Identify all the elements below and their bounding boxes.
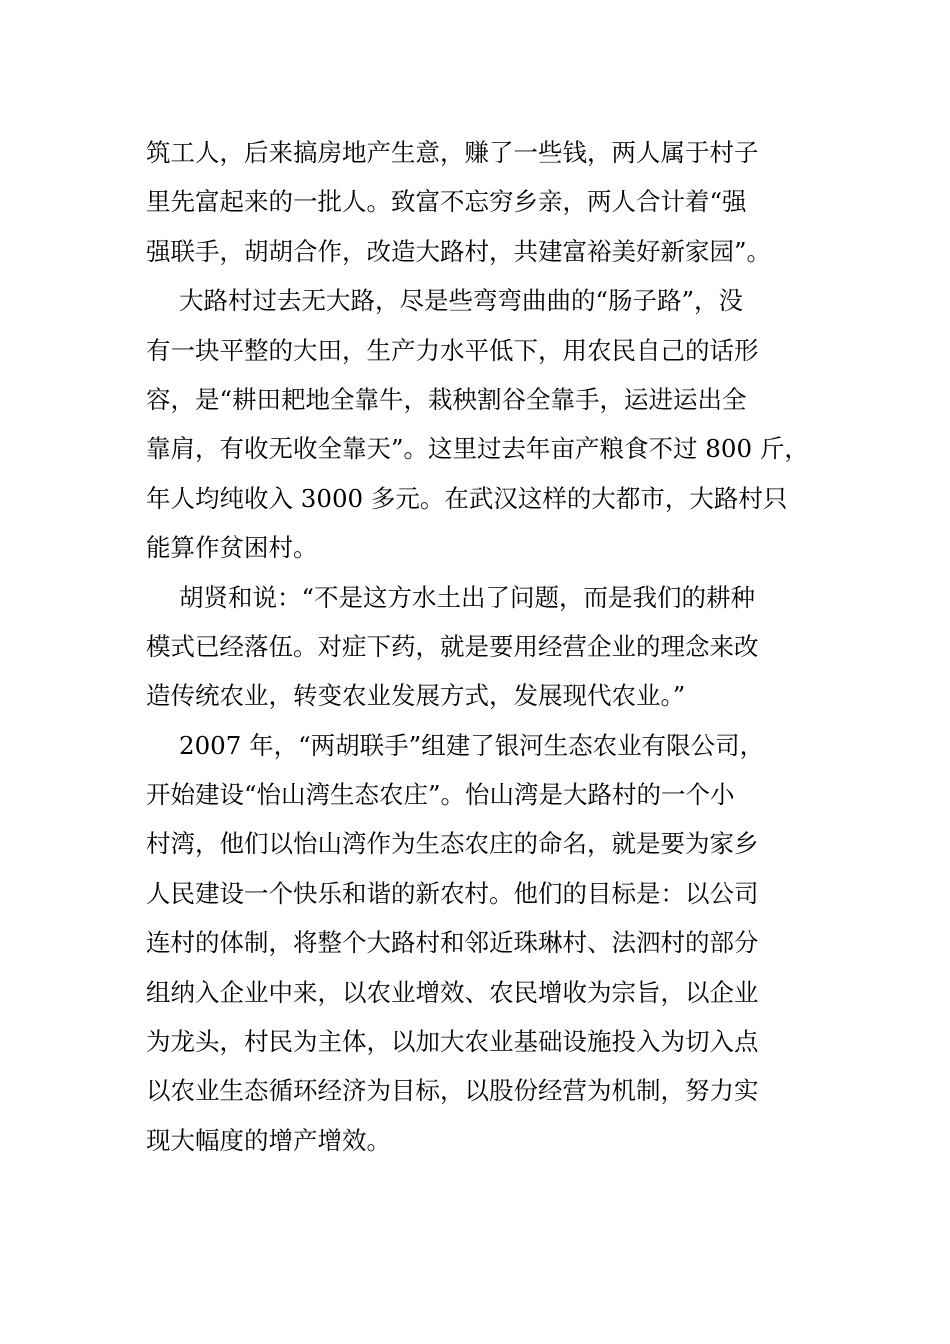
text-line: 现大幅度的增产增效。 [146,1125,391,1155]
text-line: 连村的体制，将整个大路村和邻近珠琳村、法泗村的部分 [146,928,759,958]
text-line: 大路村过去无大路，尽是些弯弯曲曲的“肠子路”，没 [179,286,744,316]
text-line: 有一块平整的大田，生产力水平低下，用农民自己的话形 [146,335,759,365]
text-line: 以农业生态循环经济为目标，以股份经营为机制，努力实 [146,1076,759,1106]
text-line: 2007 年，“两胡联手”组建了银河生态农业有限公司， [179,730,765,760]
text-line: 靠肩，有收无收全靠天”。这里过去年亩产粮食不过 800 斤， [146,434,809,464]
paragraph-2 [146,276,826,572]
text-line: 组纳入企业中来，以农业增效、农民增收为宗旨，以企业 [146,977,759,1007]
text-line: 筑工人，后来搞房地产生意，赚了一些钱，两人属于村子 [146,138,759,167]
body-text [146,128,826,1165]
paragraph-4 [146,721,826,1166]
text-line: 开始建设“怡山湾生态农庄”。怡山湾是大路村的一个小 [146,780,735,810]
text-line: 年人均纯收入 3000 多元。在武汉这样的大都市，大路村只 [146,483,788,513]
text-line: 为龙头，村民为主体，以加大农业基础设施投入为切入点 [146,1027,759,1057]
text-line: 强联手，胡胡合作，改造大路村，共建富裕美好新家园”。 [146,236,772,266]
text-line: 容，是“耕田耙地全靠牛，栽秧割谷全靠手，运进运出全 [146,384,747,414]
text-line: 能算作贫困村。 [146,533,318,563]
text-line: 胡贤和说：“不是这方水土出了问题，而是我们的耕种 [179,582,756,612]
text-line: 村湾，他们以怡山湾作为生态农庄的命名，就是要为家乡 [146,829,759,859]
text-line: 里先富起来的一批人。致富不忘穷乡亲，两人合计着“强 [146,187,747,217]
text-line: 造传统农业，转变农业发展方式，发展现代农业。” [146,681,686,711]
text-line: 模式已经落伍。对症下药，就是要用经营企业的理念来改 [146,631,759,661]
text-line: 人民建设一个快乐和谐的新农村。他们的目标是：以公司 [146,878,759,908]
paragraph-3 [146,573,826,721]
paragraph-1 [146,128,826,276]
